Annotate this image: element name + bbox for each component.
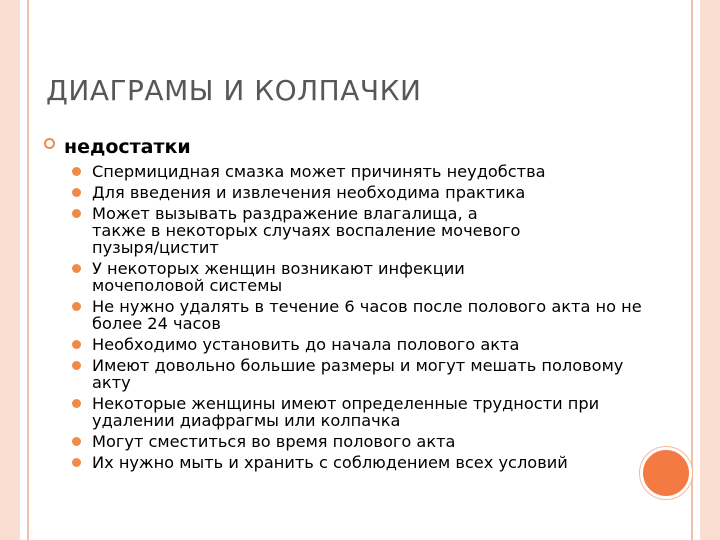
list-item — [66, 433, 686, 450]
bullet-dot-icon — [72, 264, 81, 273]
list-item — [66, 298, 686, 332]
list-item-text: Не нужно удалять в течение 6 часов после полового акта но не более 24 часов — [92, 297, 642, 333]
list-item — [66, 163, 686, 180]
decorative-circle — [640, 447, 692, 499]
right-border-decoration — [700, 0, 720, 540]
list-item — [66, 454, 686, 471]
list-item — [66, 336, 686, 353]
bullet-dot-icon — [72, 458, 81, 467]
list-item-text: Некоторые женщины имеют определенные трудности при удалении диафрагмы или колпачка — [92, 394, 600, 430]
list-item-text: Для введения и извлечения необходима практика — [92, 183, 526, 202]
bullet-dot-icon — [72, 340, 81, 349]
bullet-dot-icon — [72, 361, 81, 370]
list-item — [66, 260, 686, 294]
bullet-dot-icon — [72, 437, 81, 446]
bullet-dot-icon — [72, 302, 81, 311]
section-label: недостатки — [64, 136, 191, 158]
list-item-text: Их нужно мыть и хранить с соблюдением всех условий — [92, 453, 568, 472]
list-item-text: Спермицидная смазка может причинять неудобства — [92, 162, 546, 181]
bullet-list — [66, 163, 686, 475]
section-heading — [44, 136, 191, 158]
list-item-text: Имеют довольно большие размеры и могут мешать половому акту — [92, 356, 624, 392]
list-item-text: Может вызывать раздражение влагалища, а также в некоторых случаях воспаление мочевого пузыря/цистит — [92, 204, 521, 257]
list-item-text: Могут сместиться во время полового акта — [92, 432, 456, 451]
slide-title: ДИАГРАМЫ И КОЛПАЧКИ — [46, 74, 422, 107]
right-border-line — [691, 0, 693, 540]
ring-bullet-icon — [44, 138, 55, 149]
bullet-dot-icon — [72, 188, 81, 197]
list-item — [66, 205, 686, 256]
left-border-line — [27, 0, 29, 540]
bullet-dot-icon — [72, 209, 81, 218]
list-item — [66, 357, 686, 391]
list-item — [66, 184, 686, 201]
list-item-text: Необходимо установить до начала полового акта — [92, 335, 520, 354]
list-item-text: У некоторых женщин возникают инфекции мочеполовой системы — [92, 259, 465, 295]
left-border-decoration — [0, 0, 20, 540]
bullet-dot-icon — [72, 399, 81, 408]
bullet-dot-icon — [72, 167, 81, 176]
list-item — [66, 395, 686, 429]
